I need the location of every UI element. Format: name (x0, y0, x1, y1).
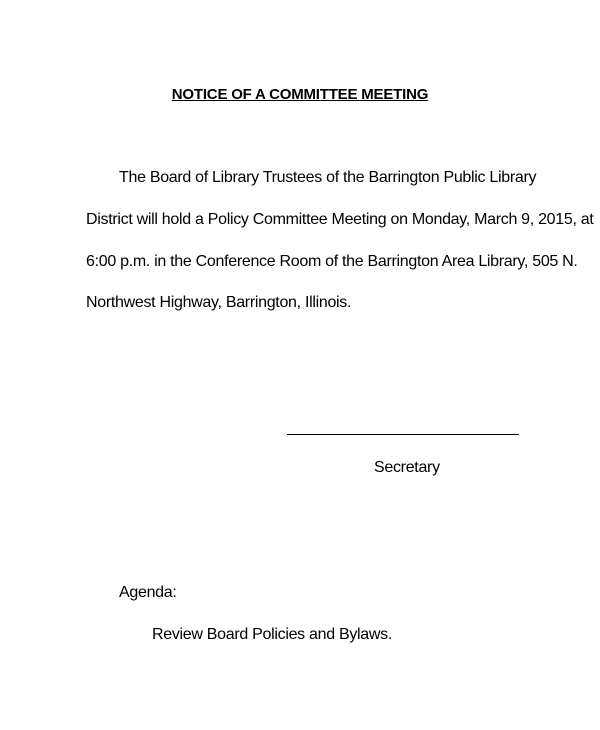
body-line-4: Northwest Highway, Barrington, Illinois. (86, 294, 352, 311)
agenda-heading: Agenda: (119, 584, 177, 601)
body-line-2: District will hold a Policy Committee Meeting on Monday, March 9, 2015, at (86, 211, 594, 228)
body-line-1: The Board of Library Trustees of the Barrington Public Library (119, 169, 537, 186)
document-title: NOTICE OF A COMMITTEE MEETING (171, 86, 429, 103)
signature-line (287, 434, 519, 435)
signature-label: Secretary (374, 459, 440, 476)
agenda-item: Review Board Policies and Bylaws. (152, 626, 392, 643)
body-line-3: 6:00 p.m. in the Conference Room of the Barrington Area Library, 505 N. (86, 253, 578, 270)
